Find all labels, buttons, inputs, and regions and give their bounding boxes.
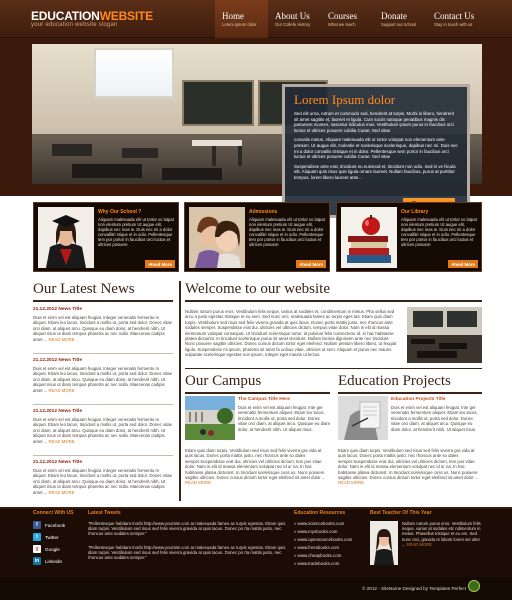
connect-title: Connect With US	[33, 510, 74, 516]
nav-label: Courses	[328, 11, 357, 21]
news-read-more-link[interactable]: READ MORE	[48, 438, 75, 444]
welcome-heading: Welcome to our website	[185, 281, 330, 297]
welcome-heading-rule	[185, 300, 482, 302]
news-item-header[interactable]	[33, 358, 173, 363]
hero-banner	[0, 38, 512, 196]
news-item-header[interactable]	[33, 307, 173, 312]
news-title: News Title	[58, 460, 82, 465]
nav-sub: What we teach	[328, 22, 356, 27]
projects-title[interactable]: Education Projects Title	[391, 397, 446, 402]
news-item-header[interactable]	[33, 460, 173, 465]
copyright-text: © 2012 - SiteName Designed by Templates Perfect	[362, 586, 466, 591]
teacher-read-more-link[interactable]: READ MORE	[406, 541, 433, 547]
teacher-photo	[370, 521, 398, 565]
campus-body: Etiam quis diam turpis. Vestibulum sed risus sed felis viverra gra vida at quis lacus. Donec porta mattis justo, nec rhoncus ante so dales semper.Suspendisse erat dui, ultricies vel ultricies dictum, tem pus vitae dolor. Nam in elit id massa elementum volutpat nec id ur na. In hac habitasse platea dictumst. In tincidunt scelerisque cuss us. Nunc posuere sagittis ultricies. Donec cursus dictum tortor eget eleifend sit amet dolor ...	[185, 448, 326, 481]
students-photo	[189, 207, 245, 268]
resource-link[interactable]: » www.opensourcebooks.com	[294, 537, 353, 542]
site-logo[interactable]	[31, 9, 153, 23]
social-link-google[interactable]	[33, 545, 60, 553]
feature-text: Aliquam malesuada elit ut tortor vo lutpat non elentum pretium Ut augue elit, dapibus nec mas ie. Duis nec mi a dolor convallitri stique et in odio. Pellentesque tem por portor in faucibus orci luctus et ultrices posuere	[249, 217, 325, 248]
news-date: 21.12.2012	[33, 358, 58, 363]
teacher-text	[402, 521, 482, 547]
hero-info-box	[282, 84, 470, 218]
hero-paragraph: convalis metus. Aliquam malesuada elit ut tortor volutpat non elementum ante pretium. Ut augue elit, molestie et scelerisque scelerisque, dapibus nec mi. Duis nec mi a dolor convallis tristique et in dolor. Pellentesque sem portor in faucibus orci luctus et ultrices posuere cubilia Curae; Sed vitae	[294, 137, 458, 160]
feature-box-library	[336, 202, 482, 272]
projects-photo	[338, 396, 388, 440]
books-photo	[341, 207, 397, 268]
read-more-label: Read More	[149, 261, 172, 267]
news-read-more-link[interactable]: READ MORE	[48, 489, 75, 495]
nav-label: About Us	[275, 11, 310, 21]
resource-link[interactable]: » www.tradebooks.com	[294, 561, 340, 566]
social-link-linkedin[interactable]	[33, 557, 62, 565]
news-title: News Title	[58, 358, 82, 363]
resource-label: www.sciencebooks.com	[297, 521, 345, 526]
resource-label: www.opensourcebooks.com	[297, 537, 353, 542]
news-text: Duis et enim vel est aliquam feugiat. Integer venenatis fermentu m aliquet. Etiam leo lacus, tincidunt a mollis ut, porta sed dolor. Donec vitae orci diam, at aliquet arcu. Quisque eu diam dolor, at hendrerit nibh. Ut aliquet risus ut diam tempus pharetra ac nec nulla. Maecenas cadipis amet ...	[33, 366, 173, 393]
graduate-photo	[38, 207, 94, 268]
nav-label: Donate	[381, 11, 407, 21]
news-divider	[33, 455, 173, 456]
news-read-more-link[interactable]: READ MORE	[48, 336, 75, 342]
feature-box-admissions	[184, 202, 330, 272]
feature-title: Why Our School ?	[98, 209, 142, 215]
nav-label: Contact Us	[434, 11, 475, 21]
news-heading-rule	[33, 300, 173, 302]
read-more-label: Read More	[452, 261, 475, 267]
resource-label: www.mysbooks.com	[297, 529, 338, 534]
nav-item-about[interactable]	[268, 0, 321, 38]
tweets-title: Latest Tweets	[88, 510, 121, 516]
campus-text	[185, 448, 330, 486]
campus-title[interactable]: The Campus Title Here	[238, 397, 290, 402]
hero-title: Lorem Ipsum dolor	[294, 92, 396, 107]
news-text: Duis et enim vel est aliquam feugiat. Integer venenatis fermentu m aliquet. Etiam leo lacus, tincidunt a mollis ut, porta sed dolor. Donec vitae orci diam, at aliquet arcu. Quisque eu diam dolor, at hendrerit nibh. Ut aliquet risus ut diam tempus pharetra ac nec nulla. Maecenas cadipis amet ...	[33, 315, 173, 342]
news-read-more-link[interactable]: READ MORE	[48, 387, 75, 393]
main-nav	[215, 0, 480, 38]
site-slogan: your education website slogan	[31, 22, 118, 28]
lecture-hall-photo	[407, 307, 482, 363]
news-text: Duis et enim vel est aliquam feugiat. Integer venenatis fermentu m aliquet. Etiam leo lacus, tincidunt a mollis ut, porta sed dolor. Donec vitae orci diam, at aliquet arcu. Quisque eu diam dolor, at hendrerit nibh. Ut aliquet risus ut diam tempus pharetra ac nec nulla. Maecenas cadipis amet ...	[33, 417, 173, 444]
nav-label: Home	[222, 11, 244, 21]
news-item	[33, 307, 173, 342]
news-title: News Title	[58, 307, 82, 312]
news-date: 21.12.2012	[33, 460, 58, 465]
projects-text	[338, 448, 482, 486]
news-item	[33, 358, 173, 393]
nav-item-donate[interactable]	[374, 0, 427, 38]
nav-sub: Support our school	[381, 22, 417, 27]
news-title: News Title	[58, 409, 82, 414]
welcome-bottom-rule	[185, 368, 482, 369]
feature-title: Our Library	[401, 209, 429, 215]
column-divider	[179, 281, 181, 501]
social-link-facebook[interactable]	[33, 521, 65, 529]
news-text: Duis et enim vel est aliquam feugiat. Integer venenatis fermentu m aliquet. Etiam leo lacus, tincidunt a mollis ut, porta sed dolor. Donec vitae orci diam, at aliquet arcu. Quisque eu diam dolor, at hendrerit nibh. Ut aliquet risus ut diam tempus pharetra ac nec nulla. Maecenas cadipis amet ...	[33, 468, 173, 495]
resource-link[interactable]: » www.sciencebooks.com	[294, 521, 345, 526]
nav-item-contact[interactable]	[427, 0, 480, 38]
feature-text: Aliquam malesuada elit ut tortor vo lutpat non elentum pretium Ut augue elit, dapibus nec mas ie. Duis nec mi a dolor convallitri stique et in odio. Pellentesque tem por portor in faucibus orci luctus et ultrices posuere	[98, 217, 174, 248]
campus-photo	[185, 396, 235, 440]
news-item	[33, 409, 173, 444]
social-label: Facebook	[45, 522, 66, 528]
nav-item-courses[interactable]	[321, 0, 374, 38]
facebook-icon: f	[33, 521, 41, 529]
projects-description: Duis et enim vel est aliquam feugiat. Inte ger venenatis fermentum aliquet. Etiam leo lacus, tincidunt a mollis ut, porta sed dolor. Donec vitae orci diam, at aliquet arcu. Quisque eu diam dolor, at hendrerit nibh. Ut aliquet risus.	[391, 405, 478, 432]
resources-title: Education Resources	[294, 510, 346, 516]
resource-link[interactable]: » www.mysbooks.com	[294, 529, 338, 534]
teacher-body: Nullam rutrum purus eros. Vestibulum felis neque, varius at sodales etc ndimentum in metus. Phasellus tristique et eu em. Sed nunc orci, gravida et loborti lorem set ulter ...	[402, 521, 481, 547]
resource-link[interactable]: » www.cheapbooks.com	[294, 553, 342, 558]
hero-paragraph: Sed elit urna, rutrum et commodo sed, hendrerit at turpis. Morbi in libero, hendrerit sit amet sagittis et, laoreet et ligula. Cum sociis natoque penatibus magnis dis parturient montes, nascetur ridiculus mus. Vestibulum ipsum purus in faucibus orci luctus et ultrices posuere cubilia Curae; Sed vitae	[294, 111, 454, 133]
read-more-button[interactable]: › Read More	[296, 260, 326, 268]
news-item-header[interactable]	[33, 409, 173, 414]
projects-body: Etiam quis diam turpis. Vestibulum sed risus sed felis viverra gra vida at quis lacus. Donec porta mattis justo, nec rhoncus ante so dales semper.Suspendisse erat dui, ultricies vel ultricies dictum, tem pus vitae dolor. Nam in elit id massa elementum volutpat nec id ur na. In hac habitasse platea dictumst. In tincidunt scelerisque cuss us. Nunc posuere sagittis ultricies. Donec cursus dictum tortor eget eleifend sit amet dolor ...	[338, 448, 479, 481]
teacher-title: Best Teacher Of This Year	[370, 510, 432, 516]
nav-sub: Our Collefe History	[275, 22, 311, 27]
social-label: Google	[45, 546, 60, 552]
feature-text: Aliquam malesuada elit ut tortor vo lutpat non elentum pretium Ut augue elit, dapibus nec mas ie. Duis nec mi a dolor convallitri stique et in odio. Pellentesque tem por portor in faucibus orci luctus et ultrices posuere	[401, 217, 477, 248]
nav-sub: Lorem ipsum dolor	[222, 22, 257, 27]
campus-heading-rule	[185, 392, 330, 394]
feature-title: Admissions	[249, 209, 278, 215]
social-link-twitter[interactable]	[33, 533, 59, 541]
linkedin-icon: in	[34, 558, 40, 564]
read-more-label: Read More	[300, 261, 323, 267]
resource-label: www.tradebooks.com	[297, 561, 340, 566]
resource-label: www.freesbooks.com	[297, 545, 340, 550]
news-divider	[33, 404, 173, 405]
w3c-badge-icon[interactable]	[468, 580, 480, 592]
campus-read-more-link[interactable]: READ MORE	[185, 480, 212, 486]
news-item	[33, 460, 173, 495]
hero-paragraph: Suspendisse ante erat, tincidunt eu euismod et, tincidunt non odio. Sed in ve hicula elit. Aliquam quis risus quis ligula ornare laoreet. Nullam faucibus, purus at porttitor tempus, lorem libero laoreet ante...	[294, 163, 456, 180]
resource-link[interactable]: » www.freesbooks.com	[294, 545, 340, 550]
nav-item-home[interactable]	[215, 0, 268, 38]
twitter-icon: t	[33, 533, 41, 541]
feature-box-why-school	[33, 202, 179, 272]
news-date: 21.12.2012	[33, 307, 58, 312]
welcome-text: Nullam rutrum purus eros. Vestibulum felis neque, varius at sodales et, condimentum in metus. Pha sellus sed arcu a justo egestas tristique et eu sem. Sed nunc orci, malesuada fames ac turpis eges tas. Etiam quis diam turpis. Vestibulum sed risus sed felis viverra gravida at quis lacus. Donec porta mattis justo, nec rhoncus ante sodales semper. Suspendisse erat dui, ultricies vel ultricies dictum, tempus vitae dolor. Nam in elit id massa elementum volutpat consequat. Ut tincidunt scelerisque tortor, id pulvinar felis consectetur id. In hac habitasse platea dictumst. In tincidunt scelerisque purus sit amet tincidunt. Nullam lacinia dignissim ante nec tincidunt. Nunc posuere sagittis ultricies. Donec cursus dictum tortor eget eleifend. Nullam pretium libero libero, ut feugiat ligula. Suspendisse mi ipsum, pharetra sit amet fa ucibus vitae, ultricies ut sem. Aliquam et purus nec mauris vulputate scelerisque egestas non ipsum. Integer eget mauris ut lectus.	[185, 309, 397, 358]
news-heading: Our Latest News	[33, 281, 135, 297]
logo-text-education: EDUCATION	[31, 9, 100, 23]
resource-label: www.cheapbooks.com	[297, 553, 342, 558]
projects-heading: Education Projects	[338, 373, 451, 389]
campus-heading: Our Campus	[185, 373, 262, 389]
logo-text-website: WEBSITE	[99, 9, 153, 23]
google-icon: g	[33, 545, 41, 553]
news-divider	[33, 353, 173, 354]
nav-sub: Stay in touch with us	[434, 22, 473, 27]
read-more-button[interactable]: › Read More	[448, 260, 478, 268]
projects-heading-rule	[338, 392, 482, 394]
tweet-text: "Pellentesque habitant morbi http://www.yoursite.com at malesuada fames ac turpis egestas. Etiam quis diam turpis. Vestibulum sed risus sed felis viverra gravida at quis lacus. Donec po rta mattis justo, nec rhoncus ante sodales semper."	[88, 521, 286, 537]
tweet-text: "Pellentesque habitant morbi http://www.yoursite.com at malesuada fames ac turpis egestas. Etiam quis diam turpis. Vestibulum sed risus sed felis viverra gravida at quis lacus. Donec po rta mattis justo, nec rhoncus ante sodales semper."	[88, 545, 286, 561]
social-label: Twitter	[45, 534, 59, 540]
read-more-button[interactable]: › Read More	[145, 260, 175, 268]
site-header	[0, 0, 512, 38]
campus-description: Duis et enim vel est aliquam feugiat. Inte ger venenatis fermentum aliquet. Etiam leo lacus, tincidunt a mollis ut, porta sed dolor. Donec vitae orci diam, at aliquet arcu. Quisque eu diam dolor, at hendrerit nibh. Ut aliquet risus.	[238, 405, 330, 432]
news-date: 21.12.2012	[33, 409, 58, 414]
social-label: Linkedin	[45, 558, 63, 564]
projects-read-more-link[interactable]: READ MORE	[338, 480, 365, 486]
